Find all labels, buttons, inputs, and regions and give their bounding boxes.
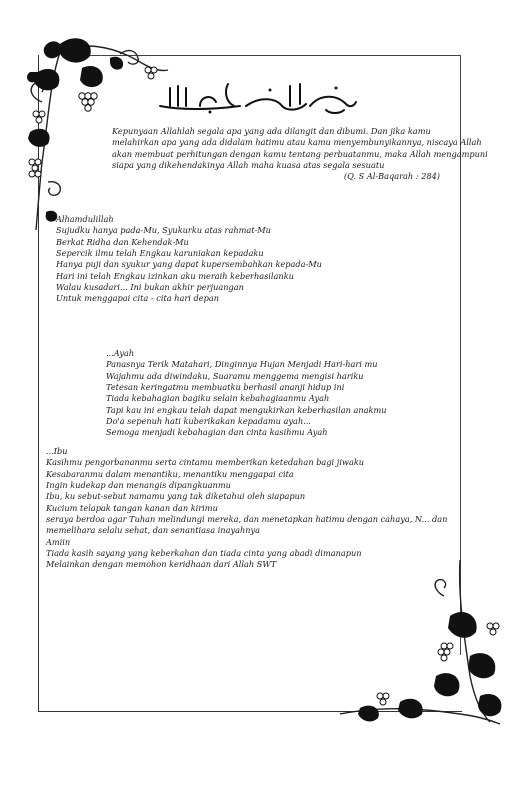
basmalah-calligraphy xyxy=(150,76,360,116)
stanza-line: Berkat Ridha dan Kehendak-Mu xyxy=(56,236,189,247)
stanza-line: Tetesan keringatmu membuatku berhasil ananji hidup ini xyxy=(106,381,345,392)
ayah-stanza xyxy=(106,348,387,439)
stanza-line: Do'a sepenuh hati kuberikakan kepadamu ayah... xyxy=(106,415,312,426)
stanza-line: Panasnya Terik Matahari, Dinginnya Hujan Menjadi Hari-hari mu xyxy=(106,359,378,370)
stanza-line: Semoga menjadi kebahagian dan cinta kasihmu Ayah xyxy=(106,427,328,438)
stanza-line: Tiada kebahagian bagiku selain kebahagiaanmu Ayah xyxy=(106,393,330,404)
stanza-line: Kucium telapak tangan kanan dan kirimu xyxy=(46,502,218,513)
stanza-line: Melainkan dengan memohon keridhaan dari Allah SWT xyxy=(46,559,277,570)
alhamdulillah-stanza xyxy=(56,214,322,305)
stanza-line: Kasihmu pengorbananmu serta cintamu memberikan ketedahan bagi jiwaku xyxy=(46,457,365,468)
quote-line: Kepunyaan Allahlah segala apa yang ada dilangit dan dibumi. Dan jika kamu xyxy=(112,126,431,136)
stanza-line: Tiada kasih sayang yang keberkahan dan tiada cinta yang abadi dimanapun xyxy=(46,547,362,558)
quote-reference: (Q. S Al-Baqarah : 284) xyxy=(343,171,440,182)
stanza-line: Ibu, ku sebut-sebut namamu yang tak diketahui oleh siapapun xyxy=(46,491,306,502)
quote-line: melahirkan apa yang ada didalam hatimu atau kamu menyembunyikannya, niscaya Allah xyxy=(112,137,482,148)
stanza-line: Walau kusadari... Ini bukan akhir perjuangan xyxy=(56,281,244,292)
stanza-line: Sujudku hanya pada-Mu, Syukurku atas rahmat-Mu xyxy=(56,225,271,236)
grape-vine-ornament-bottom-right xyxy=(340,556,510,731)
quote-line: siapa yang dikehendakinya Allah maha kuasa atas segala sesuatu xyxy=(112,159,385,170)
stanza-line: ...Ibu xyxy=(46,446,68,456)
stanza-line: Wajahmu ada diwindaku, Suaramu menggema mengisi hariku xyxy=(106,370,364,381)
stanza-line: Hanya puji dan syukur yang dapat kupersembahkan kepada-Mu xyxy=(56,259,322,270)
stanza-line: Kesabaranmu dalam menantiku, menantiku menggapai cita xyxy=(46,468,294,479)
stanza-line: Tapi kau ini engkau telah dapat mengukirkan keberhasilan anakmu xyxy=(106,404,387,415)
stanza-line: Untuk menggapai cita - cita hari depan xyxy=(56,293,219,304)
stanza-line: Ingin kudekap dan menangis dipangkuanmu xyxy=(46,479,231,490)
stanza-line: ...Ayah xyxy=(106,348,135,358)
stanza-line: Amiin xyxy=(46,536,71,547)
quote-line: akan membuat perhitungan dengan kamu tentang perbuatanmu, maka Allah mengampuni xyxy=(112,148,488,159)
stanza-line: Alhamdulillah xyxy=(56,214,114,224)
ibu-stanza xyxy=(46,446,447,570)
stanza-line: Sepercik ilmu telah Engkau karuniakan kepadaku xyxy=(56,247,264,258)
quran-quote xyxy=(112,126,488,183)
stanza-line: memelihara selalu sehat, dan senantiasa inayahnya xyxy=(46,525,261,536)
stanza-line: seraya berdoa agar Tuhan melindungi mereka, dan menetapkan hatimu dengan cahaya, N... dan xyxy=(46,513,448,524)
stanza-line: Hari ini telah Engkau izinkan aku meraih keberhasilanku xyxy=(56,270,294,281)
